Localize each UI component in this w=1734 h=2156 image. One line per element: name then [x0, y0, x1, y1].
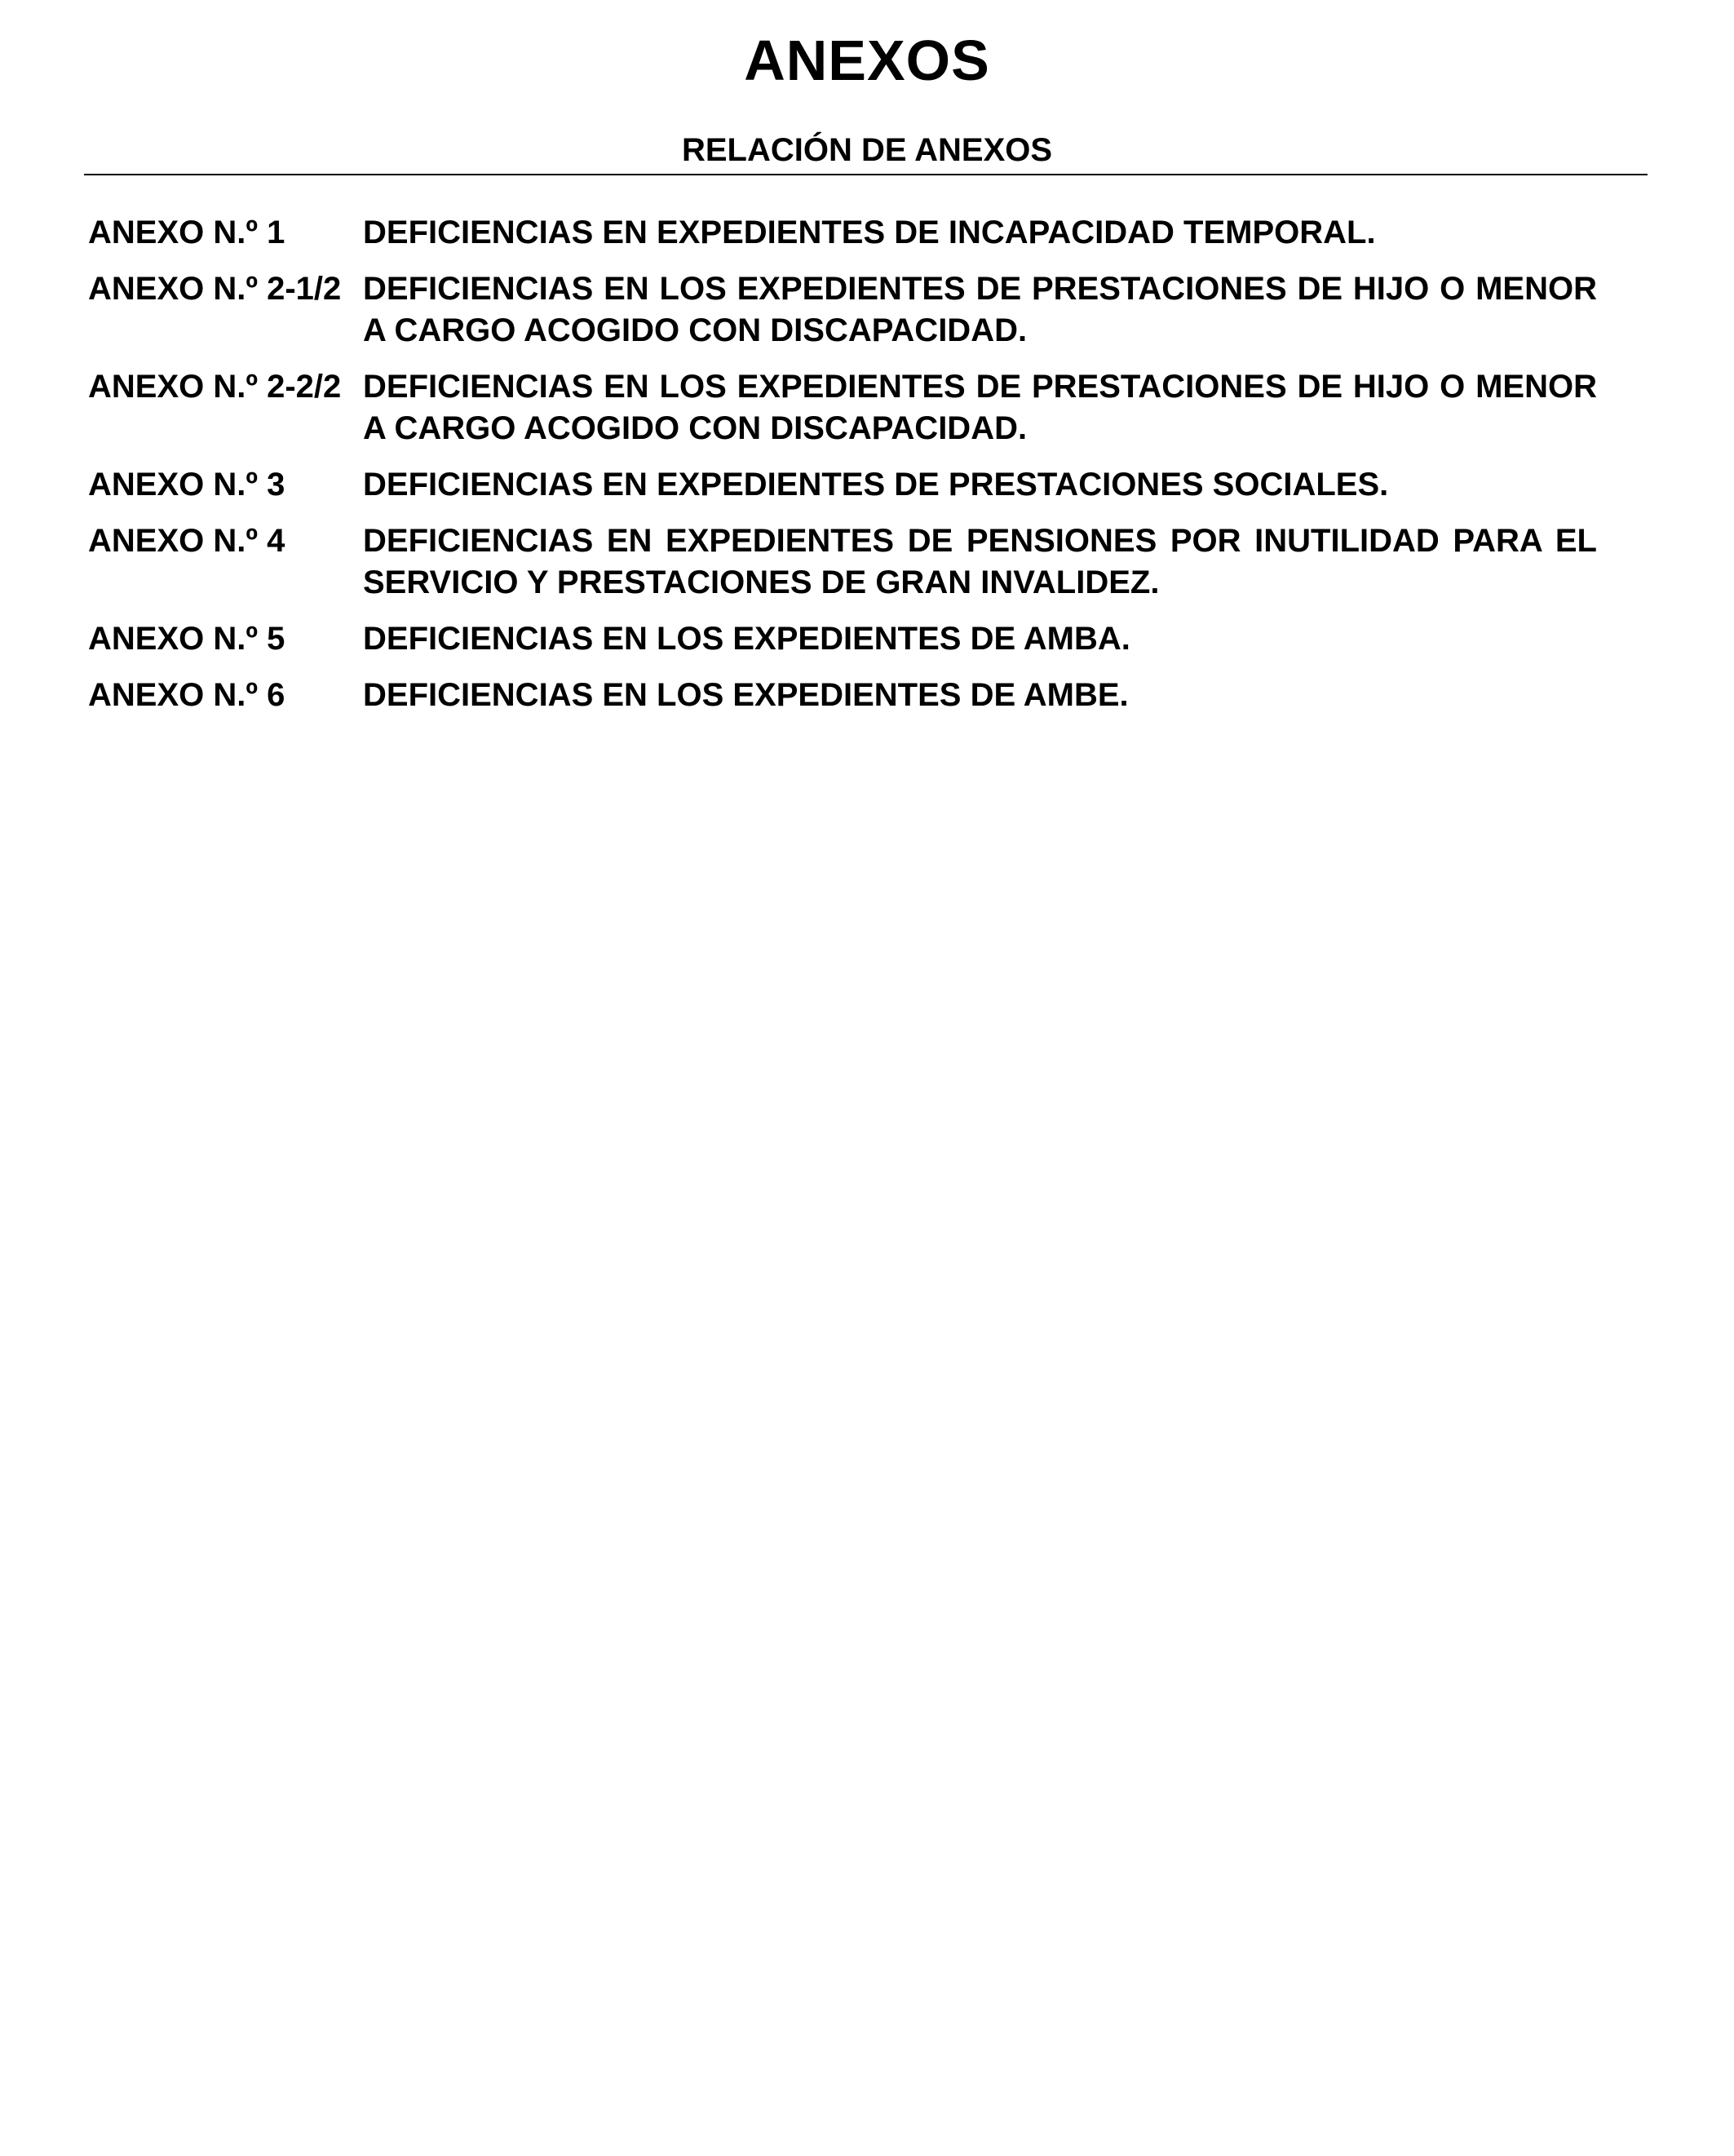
annex-code: ANEXO N.º 4: [88, 523, 285, 559]
annex-description: DEFICIENCIAS EN EXPEDIENTES DE INCAPACIDAD TEMPORAL.: [363, 215, 1376, 250]
annex-description: DEFICIENCIAS EN LOS EXPEDIENTES DE AMBE.: [363, 677, 1129, 713]
annex-code: ANEXO N.º 2-1/2: [88, 271, 342, 307]
annex-row: [88, 268, 1597, 352]
annex-code: ANEXO N.º 6: [88, 677, 285, 713]
annex-description: DEFICIENCIAS EN LOS EXPEDIENTES DE PRESTACIONES DE HIJO O MENOR A CARGO ACOGIDO CON DISCAPACIDAD.: [363, 369, 1597, 446]
annex-description: DEFICIENCIAS EN EXPEDIENTES DE PENSIONES POR INUTILIDAD PARA EL SERVICIO Y PRESTACIONES DE GRAN INVALIDEZ.: [363, 523, 1597, 600]
page-subtitle: RELACIÓN DE ANEXOS: [681, 132, 1053, 168]
annex-description: DEFICIENCIAS EN LOS EXPEDIENTES DE PRESTACIONES DE HIJO O MENOR A CARGO ACOGIDO CON DISCAPACIDAD.: [363, 271, 1597, 348]
annex-code: ANEXO N.º 3: [88, 467, 285, 502]
annex-row: [88, 212, 1597, 254]
annex-description: DEFICIENCIAS EN LOS EXPEDIENTES DE AMBA.: [363, 621, 1130, 657]
annex-description: DEFICIENCIAS EN EXPEDIENTES DE PRESTACIONES SOCIALES.: [363, 467, 1389, 502]
annex-row: [88, 464, 1597, 506]
annex-code: ANEXO N.º 2-2/2: [88, 369, 342, 405]
annex-row: [88, 520, 1597, 604]
page-title: ANEXOS: [744, 29, 990, 92]
annex-code: ANEXO N.º 5: [88, 621, 285, 657]
annex-row: [88, 366, 1597, 449]
annex-list: [88, 212, 1597, 731]
annex-row: [88, 618, 1597, 660]
title-divider: [84, 174, 1648, 175]
annex-row: [88, 675, 1597, 716]
annex-code: ANEXO N.º 1: [88, 215, 285, 250]
